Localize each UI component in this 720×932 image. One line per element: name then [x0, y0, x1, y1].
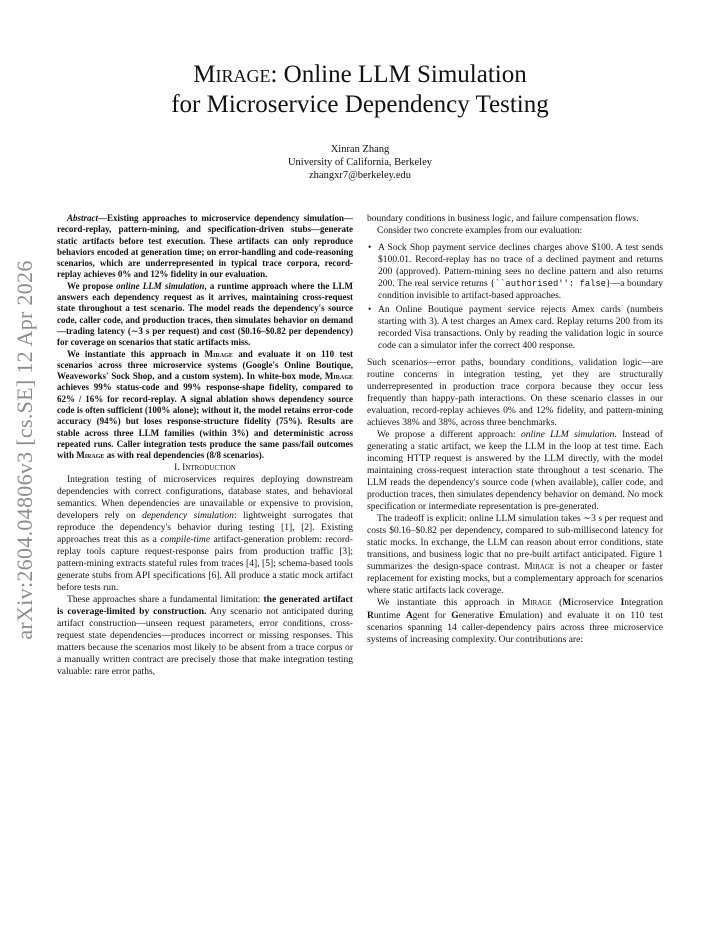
abstract-label: Abstract — [67, 213, 99, 223]
abstract-p2 — [57, 281, 353, 349]
abstract-p3 — [57, 349, 353, 462]
acronym-letter: E — [499, 609, 506, 621]
bullet1-b: }—a boundary condition invisible to artifact-based approaches. — [378, 278, 664, 302]
intro-p1-em2: compile-time — [160, 533, 211, 545]
intro-r4-em: online LLM simulation — [520, 428, 615, 440]
intro-p1-a: Integration testing of microservices requires deploying downstream dependencies with correct configurations, database states, and behavioral semantics. When dependencies are unavailable or expensive to provision, developers rely on — [57, 473, 353, 521]
intro-r4-a: We propose a different approach: — [377, 428, 521, 440]
abstract-p3-c: achieves 99% status-code and 99% response-shape fidelity, compared to 62% / 16% for record-replay. A signal ablation shows dependency source code is often sufficient (100% alone); without it, the model retains error-code accuracy (94%) but loses response-structure fidelity (75%). Results are stable across three LLM families (within 3%) and deterministic across repeated runs. Caller integration tests produce the same pass/fail outcomes with — [57, 382, 353, 461]
intro-r5-a: The tradeoff is explicit: online LLM simulation takes ∼3 s per request and costs $0.16–$0.82 per dependency, compared to sub-millisecond latency for static mocks. In exchange, the LLM can reason about error conditions, state transitions, and business logic that no pre-built artifact anticipated. Figure 1 summarizes the design-space contrast. — [367, 513, 663, 573]
intro-p2-a: These approaches share a fundamental limitation: — [67, 594, 264, 606]
abstract-p3-a: We instantiate this approach in — [67, 348, 205, 359]
mirage-name: Mirage — [204, 348, 233, 359]
title-line2: for Microservice Dependency Testing — [171, 91, 549, 118]
intro-p2-b: Any scenario not anticipated during artifact construction—unseen request parameters, error conditions, cross-request state dependencies—produces incorrect or missing responses. This matters because the scenarios most likely to be absent from a trace corpus or a manually written contract are precisely those that make integration testing valuable: rare error paths, — [57, 606, 353, 678]
intro-p1-em1: dependency simulation — [142, 509, 234, 521]
author-name: Xinran Zhang — [330, 144, 390, 155]
example-bullet-boutique: • An Online Boutique payment service rejects Amex cards (numbers starting with 3). A test charges an Amex card. Replay returns 200 from its recorded Visa transactions. Only by reading the validation logic in source code can a simulator infer the correct 400 response. — [367, 304, 663, 352]
arxiv-identifier — [8, 230, 42, 670]
author-block — [60, 143, 660, 182]
mirage-name: Mirage — [76, 450, 105, 461]
mirage-name: Mirage — [324, 371, 353, 382]
author-email: zhangxr7@berkeley.edu — [309, 170, 411, 181]
example-bullet-sockshop — [367, 242, 663, 302]
abstract-p2-a: We propose — [67, 280, 117, 291]
paper-title — [60, 60, 660, 120]
acronym-word: ntegration — [624, 597, 663, 609]
intro-r6-a: We instantiate this approach in — [377, 597, 522, 609]
intro-p1-b: : lightweight surrogates that reproduce the dependency's behavior during testing [1], [2]. Existing approaches treat this as a — [57, 509, 353, 545]
intro-p2 — [57, 594, 353, 678]
abstract — [57, 213, 353, 462]
intro-r6 — [367, 597, 663, 645]
intro-p2-bold: the generated artifact is coverage-limited by construction. — [57, 594, 353, 618]
intro-p1 — [57, 474, 353, 594]
intro-r1: boundary conditions in business logic, and failure compensation flows. — [367, 213, 639, 224]
abstract-p2-b: , a runtime approach where the LLM answers each dependency request as it arrives, maintaining cross-request state throughout a test scenario. The model reads the dependency's source code, caller code, and production traces, then simulates behavior on demand—trading latency (∼3 s per request) and cost ($0.16–$0.82 per dependency) for coverage on scenarios that static artifacts miss. — [57, 280, 353, 348]
acronym-word: enerative — [458, 609, 500, 621]
intro-r2: Consider two concrete examples from our evaluation: — [377, 225, 583, 237]
abstract-p2-em: online LLM simulation — [116, 280, 205, 291]
intro-r3: Such scenarios—error paths, boundary conditions, validation logic—are routine concerns in integration testing, yet they are structurally underrepresented in production trace corpora because they occur less frequently than happy-path interactions. On these scenario classes in our evaluation, record-replay achieves 0% and 12% fidelity, and pattern-mining achieves 38% and 38%, across three benchmarks. — [367, 356, 663, 428]
intro-r6-b: ( — [551, 597, 563, 609]
acronym-word: gent for — [412, 609, 452, 621]
abstract-p1 — [57, 213, 353, 281]
acronym-letter: G — [451, 609, 459, 621]
left-column — [57, 213, 353, 678]
acronym-letter: M — [562, 597, 572, 609]
section-heading-introduction: I. Introduction — [174, 462, 236, 473]
intro-p1-c: artifact-generation problem: record-replay tools capture request-response pairs from production traffic [3]; pattern-mining extracts stateful rules from traces [4], [5]; schema-based tools generate stubs from API specifications [6]. All produce a static mock artifact before tests run. — [57, 533, 353, 593]
bullet1-code: ``authorised'': false — [494, 279, 606, 290]
author-affiliation: University of California, Berkeley — [287, 157, 433, 168]
intro-r6-c: ) and evaluate it on 110 test scenarios spanning 14 caller-dependency pairs across three microservice systems of increasing complexity. Our contributions are: — [367, 609, 663, 645]
right-column — [367, 213, 663, 646]
abstract-p3-b: and evaluate it on 110 test scenarios across three microservice systems (Google's Online Boutique, Weaveworks' Sock Shop, and a custom system). In white-box mode, — [57, 348, 353, 382]
bullet1-a: A Sock Shop payment service declines charges above $100. A test sends $100.01. Record-replay has no trace of a declined payment and returns 200 (approved). Pattern-mining sees no decline pattern and also returns 200. The real service returns { — [378, 242, 663, 290]
abstract-p1-text: —Existing approaches to microservice dependency simulation—record-replay, pattern-mining, and specification-driven stubs—generate static artifacts before test execution. These artifacts can only reproduce behaviors encoded at generation time; on error-handling and code-reasoning scenarios, which are underrepresented in typical trace corpora, record-replay achieves 0% and 12% fidelity in our evaluation. — [57, 213, 353, 280]
intro-r4 — [367, 429, 663, 513]
abstract-p3-d: as with real dependencies (8/8 scenarios). — [104, 450, 265, 461]
acronym-word: untime — [373, 609, 406, 621]
intro-r5-b: is not a cheaper or faster replacement for existing mocks, but a complementary approach for scenarios where static artifacts lack coverage. — [367, 561, 663, 597]
acronym-word: icroservice — [571, 597, 621, 609]
acronym-letter: R — [367, 609, 374, 621]
title-brand: Mirage — [193, 61, 271, 88]
intro-r4-b: . Instead of generating a static artifact, we keep the LLM in the loop at test time. Each incoming HTTP request is answered by the LLM directly, with the model maintaining cross-request interaction state throughout a test scenario. The LLM reads the dependency's source code (when available), caller code, and production traces, then simulates dependency behavior on demand. No mock specification or intermediate representation is pre-generated. — [367, 428, 663, 513]
mirage-name: Mirage — [521, 597, 552, 609]
acronym-letter: A — [405, 609, 413, 621]
arxiv-stamp-text: arXiv:2604.04806v3 [cs.SE] 12 Apr 2026 — [12, 260, 37, 640]
acronym-word: mulation — [505, 609, 540, 621]
example-list — [367, 242, 663, 352]
intro-r5 — [367, 513, 663, 597]
acronym-letter: I — [620, 597, 625, 609]
title-line1: : Online LLM Simulation — [270, 61, 527, 88]
mirage-name: Mirage — [524, 561, 555, 573]
